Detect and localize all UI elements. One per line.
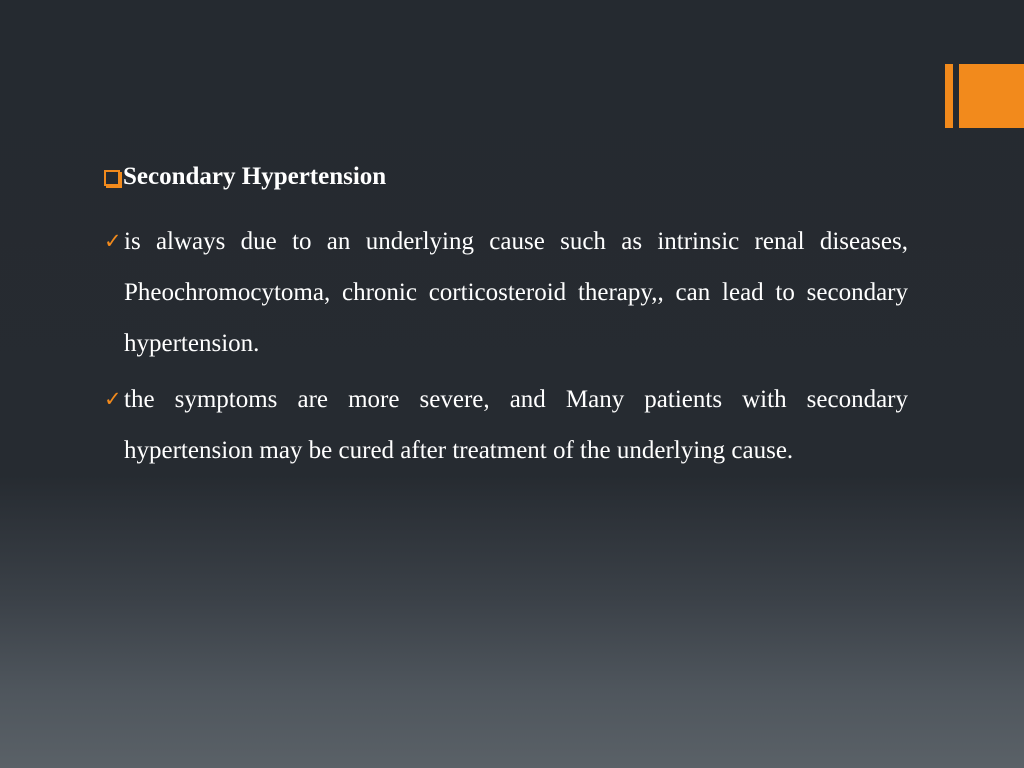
bullet-text-2: the symptoms are more severe, and Many patients with secondary hypertension may be cured after treatment of the underlying cause. xyxy=(124,386,908,464)
accent-bar-wide xyxy=(959,64,1024,128)
accent-bar-thin xyxy=(945,64,953,128)
slide-content xyxy=(104,158,908,481)
checkmark-icon: ✓ xyxy=(104,229,122,253)
bullet-item-2 xyxy=(104,374,908,476)
slide-heading xyxy=(104,158,908,196)
checkmark-icon: ✓ xyxy=(104,387,122,411)
square-bullet-icon xyxy=(104,170,120,186)
bullet-item-1 xyxy=(104,216,908,369)
heading-text: Secondary Hypertension xyxy=(123,163,387,190)
bullet-text-1: is always due to an underlying cause such as intrinsic renal diseases, Pheochromocytoma, chronic corticosteroid therapy,, can lead to secondary hypertension. xyxy=(124,228,908,357)
